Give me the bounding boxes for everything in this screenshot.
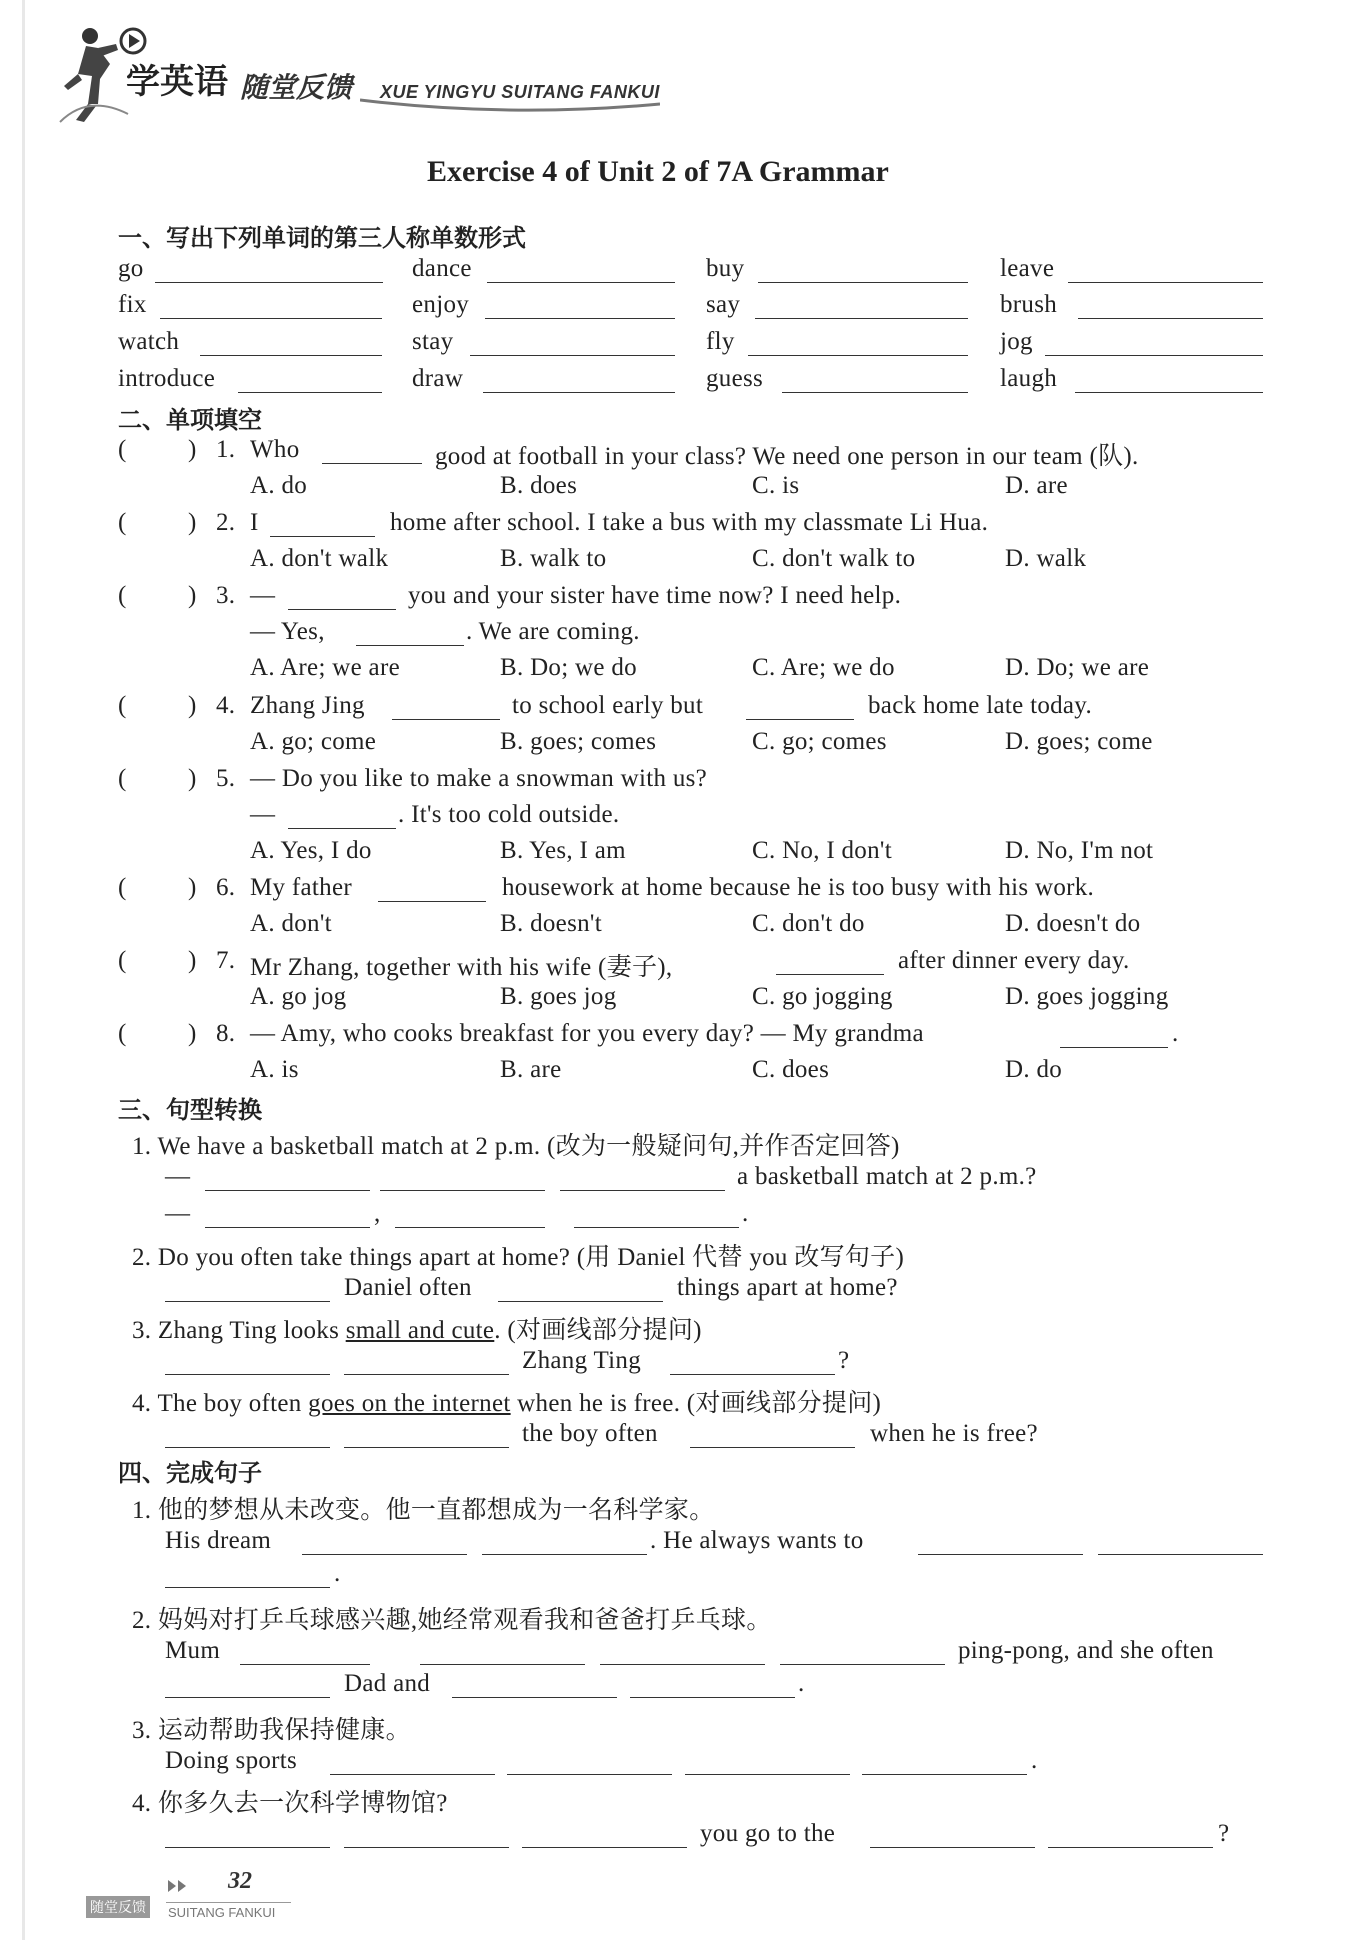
double-arrow-icon [168,1880,190,1892]
option-b[interactable]: B. Do; we do [500,654,637,681]
answer-paren-blank[interactable] [135,770,185,792]
option-b[interactable]: B. walk to [500,545,607,572]
paren-close: ) [188,582,197,609]
word-label: dance [412,255,472,282]
question-text: good at football in your class? We need one person in our team (队). [435,443,1139,470]
section1-heading: 一、写出下列单词的第三人称单数形式 [118,224,526,252]
s4-q1-end: . [334,1560,341,1587]
answer-blank[interactable] [746,697,854,720]
page-edge [22,0,25,1940]
question-text: Mr Zhang, together with his wife (妻子), [250,954,673,981]
word-label: fly [706,328,735,355]
s3-q3-a1: Zhang Ting [522,1347,642,1374]
answer-blank[interactable] [344,1352,509,1375]
answer-blank[interactable] [1068,260,1263,283]
word-label: go [118,255,144,282]
answer-blank[interactable] [485,296,675,319]
answer-blank[interactable] [165,1352,330,1375]
answer-blank[interactable] [487,260,675,283]
answer-blank[interactable] [782,370,968,393]
question-text: to school early but [512,692,704,719]
s4-q1-cn: 1. 他的梦想从未改变。他一直都想成为一名科学家。 [132,1497,715,1524]
answer-blank[interactable] [270,514,375,537]
option-a[interactable]: A. don't walk [250,545,389,572]
answer-blank[interactable] [1048,1825,1213,1848]
answer-paren-blank[interactable] [135,1025,185,1047]
answer-blank[interactable] [862,1752,1027,1775]
option-b[interactable]: B. doesn't [500,910,602,937]
s3-q3 [132,1310,702,1346]
option-d[interactable]: D. Do; we are [1005,654,1150,681]
question-number: 6. [216,874,236,901]
option-d[interactable]: D. goes jogging [1005,983,1169,1010]
question-text: back home late today. [868,692,1093,719]
paren-close: ) [188,1020,197,1047]
option-b[interactable]: B. are [500,1056,562,1083]
option-a[interactable]: A. Yes, I do [250,837,372,864]
question-text: — Do you like to make a snowman with us? [250,765,708,792]
option-d[interactable]: D. No, I'm not [1005,837,1154,864]
option-a[interactable]: A. is [250,1056,299,1083]
paren-open: ( [118,1020,127,1047]
answer-blank[interactable] [288,587,396,610]
play-icon [118,26,148,56]
s4-q4-en-a: you go to the [700,1820,836,1847]
s3-q1-dash2: — [165,1200,191,1227]
question-number: 2. [216,509,236,536]
s4-q2-en-c: Dad and [344,1670,431,1697]
answer-blank[interactable] [918,1532,1083,1555]
s3-q1-period: . [742,1200,749,1227]
answer-paren-blank[interactable] [135,587,185,609]
paren-open: ( [118,874,127,901]
option-d[interactable]: D. doesn't do [1005,910,1141,937]
s3-q3-post: . (对画线部分提问) [494,1317,702,1344]
word-label: watch [118,328,180,355]
s4-q1-en-b: . He always wants to [650,1527,864,1554]
s3-q2: 2. Do you often take things apart at home? (用 Daniel 代替 you 改写句子) [132,1244,905,1271]
s4-q3-en-a: Doing sports [165,1747,298,1774]
s4-q2-en-a: Mum [165,1637,221,1664]
answer-blank[interactable] [690,1425,855,1448]
word-label: buy [706,255,745,282]
answer-blank[interactable] [755,296,968,319]
answer-blank[interactable] [776,952,884,975]
question-text: home after school. I take a bus with my classmate Li Hua. [390,509,989,536]
question-text: . We are coming. [466,618,640,645]
word-label: say [706,291,741,318]
s3-q2-a2: things apart at home? [677,1274,898,1301]
answer-blank[interactable] [748,333,968,356]
question-text: — [250,582,276,609]
option-c[interactable]: C. No, I don't [752,837,892,864]
answer-blank[interactable] [240,1642,370,1665]
question-text: after dinner every day. [898,947,1130,974]
option-a[interactable]: A. go jog [250,983,347,1010]
answer-blank[interactable] [522,1825,687,1848]
answer-blank[interactable] [1045,333,1263,356]
option-c[interactable]: C. don't do [752,910,865,937]
answer-blank[interactable] [330,1752,495,1775]
question-number: 3. [216,582,236,609]
s3-q1: 1. We have a basketball match at 2 p.m. (改为一般疑问句,并作否定回答) [132,1133,900,1160]
question-number: 1. [216,436,236,463]
s3-q2-a1: Daniel often [344,1274,472,1301]
question-text: — [250,801,276,828]
answer-blank[interactable] [238,370,382,393]
option-d[interactable]: D. walk [1005,545,1087,572]
question-text: I [250,509,259,536]
answer-blank[interactable] [200,333,382,356]
answer-blank[interactable] [780,1642,945,1665]
option-a[interactable]: A. Are; we are [250,654,400,681]
question-number: 4. [216,692,236,719]
answer-blank[interactable] [165,1675,330,1698]
s3-q1-dash: — [165,1163,191,1190]
option-b[interactable]: B. Yes, I am [500,837,626,864]
s4-q2-en-b: ping-pong, and she often [958,1637,1214,1664]
answer-blank[interactable] [205,1205,370,1228]
s4-q2-end: . [798,1670,805,1697]
answer-blank[interactable] [165,1425,330,1448]
answer-blank[interactable] [1060,1025,1168,1048]
option-c[interactable]: C. go; comes [752,728,887,755]
answer-blank[interactable] [452,1675,617,1698]
paren-close: ) [188,692,197,719]
s3-q4-underlined: goes on the internet [308,1390,511,1417]
option-c[interactable]: C. don't walk to [752,545,916,572]
answer-blank[interactable] [395,1205,545,1228]
s4-q4-cn: 4. 你多久去一次科学博物馆? [132,1790,448,1817]
answer-paren-blank[interactable] [135,514,185,536]
page-title: Exercise 4 of Unit 2 of 7A Grammar [427,155,889,188]
page-number: 32 [228,1868,252,1894]
option-d[interactable]: D. are [1005,472,1068,499]
s3-q4-a1: the boy often [522,1420,658,1447]
answer-blank[interactable] [302,1532,467,1555]
answer-blank[interactable] [685,1752,850,1775]
option-c[interactable]: C. Are; we do [752,654,895,681]
option-b[interactable]: B. goes; comes [500,728,657,755]
answer-blank[interactable] [1078,296,1263,319]
answer-blank[interactable] [630,1675,795,1698]
s4-q1-en-a: His dream [165,1527,272,1554]
answer-blank[interactable] [498,1279,663,1302]
option-a[interactable]: A. do [250,472,308,499]
header-swoosh-icon [360,96,660,116]
option-c[interactable]: C. is [752,472,800,499]
answer-paren-blank[interactable] [135,952,185,974]
answer-blank[interactable] [165,1279,330,1302]
answer-blank[interactable] [574,1205,739,1228]
question-text: My father [250,874,352,901]
s4-q3-end: . [1031,1747,1038,1774]
header-cn-subtitle: 随堂反馈 [240,71,353,104]
option-a[interactable]: A. go; come [250,728,377,755]
paren-close: ) [188,874,197,901]
word-label: brush [1000,291,1058,318]
answer-blank[interactable] [378,879,486,902]
paren-close: ) [188,947,197,974]
footer-sub-label: SUITANG FANKUI [168,1905,276,1920]
answer-blank[interactable] [155,260,383,283]
paren-close: ) [188,509,197,536]
answer-blank[interactable] [483,370,675,393]
word-label: laugh [1000,365,1058,392]
word-label: enjoy [412,291,470,318]
paren-open: ( [118,436,127,463]
s3-q4 [132,1383,881,1419]
option-c[interactable]: C. does [752,1056,830,1083]
answer-paren-blank[interactable] [135,879,185,901]
word-label: fix [118,291,147,318]
question-text: you and your sister have time now? I need help. [408,582,902,609]
answer-blank[interactable] [1075,370,1263,393]
question-text: Who [250,436,300,463]
header-cn-title: 学英语 [126,62,228,102]
s4-q2-cn: 2. 妈妈对打乒乓球感兴趣,她经常观看我和爸爸打乒乓球。 [132,1607,772,1634]
answer-paren-blank[interactable] [135,441,185,463]
answer-blank[interactable] [758,260,968,283]
s4-q4-end: ? [1218,1820,1230,1847]
section2-heading: 二、单项填空 [118,406,262,434]
question-text: . [1172,1020,1179,1047]
question-number: 7. [216,947,236,974]
s3-q3-underlined: small and cute [345,1317,495,1344]
answer-blank[interactable] [356,623,464,646]
section4-heading: 四、完成句子 [118,1459,262,1487]
answer-blank[interactable] [507,1752,672,1775]
answer-blank[interactable] [344,1825,509,1848]
question-text: — Yes, [250,618,325,645]
answer-blank[interactable] [160,296,382,319]
option-b[interactable]: B. goes jog [500,983,617,1010]
answer-blank[interactable] [470,333,675,356]
word-label: stay [412,328,454,355]
answer-blank[interactable] [165,1825,330,1848]
answer-blank[interactable] [1098,1532,1263,1555]
paren-open: ( [118,509,127,536]
word-label: draw [412,365,464,392]
option-c[interactable]: C. go jogging [752,983,893,1010]
paren-open: ( [118,947,127,974]
word-label: guess [706,365,764,392]
answer-blank[interactable] [288,806,396,829]
s3-q1-line1: a basketball match at 2 p.m.? [737,1163,1037,1190]
word-label: introduce [118,365,216,392]
question-text: . It's too cold outside. [398,801,620,828]
answer-blank[interactable] [482,1532,647,1555]
footer-divider [166,1902,291,1903]
s3-q4-pre: 4. The boy often [132,1390,309,1417]
answer-blank[interactable] [344,1425,509,1448]
answer-blank[interactable] [392,697,500,720]
s4-q3-cn: 3. 运动帮助我保持健康。 [132,1717,411,1744]
question-text: — Amy, who cooks breakfast for you every day? — My grandma [250,1020,924,1047]
answer-blank[interactable] [165,1565,330,1588]
option-d[interactable]: D. do [1005,1056,1063,1083]
header-pinyin: XUE YINGYU SUITANG FANKUI [380,82,660,102]
answer-blank[interactable] [322,441,422,464]
s3-q1-comma: , [374,1200,381,1227]
question-text: housework at home because he is too busy with his work. [502,874,1095,901]
answer-paren-blank[interactable] [135,697,185,719]
paren-open: ( [118,582,127,609]
s3-q4-a2: when he is free? [870,1420,1038,1447]
question-number: 5. [216,765,236,792]
paren-close: ) [188,436,197,463]
option-a[interactable]: A. don't [250,910,332,937]
section3-heading: 三、句型转换 [118,1096,262,1124]
question-text: Zhang Jing [250,692,365,719]
word-label: jog [1000,328,1033,355]
s3-q3-a2: ? [838,1347,850,1374]
word-label: leave [1000,255,1055,282]
s3-q3-pre: 3. Zhang Ting looks [132,1317,346,1344]
question-number: 8. [216,1020,236,1047]
answer-blank[interactable] [600,1642,765,1665]
answer-blank[interactable] [670,1352,835,1375]
answer-blank[interactable] [420,1642,585,1665]
answer-blank[interactable] [870,1825,1035,1848]
option-d[interactable]: D. goes; come [1005,728,1153,755]
footer-box-label: 随堂反馈 [86,1896,150,1918]
paren-close: ) [188,765,197,792]
s3-q4-post: when he is free. (对画线部分提问) [510,1390,882,1417]
answer-blank[interactable] [560,1168,725,1191]
paren-open: ( [118,692,127,719]
answer-blank[interactable] [380,1168,545,1191]
option-b[interactable]: B. does [500,472,578,499]
answer-blank[interactable] [205,1168,370,1191]
paren-open: ( [118,765,127,792]
